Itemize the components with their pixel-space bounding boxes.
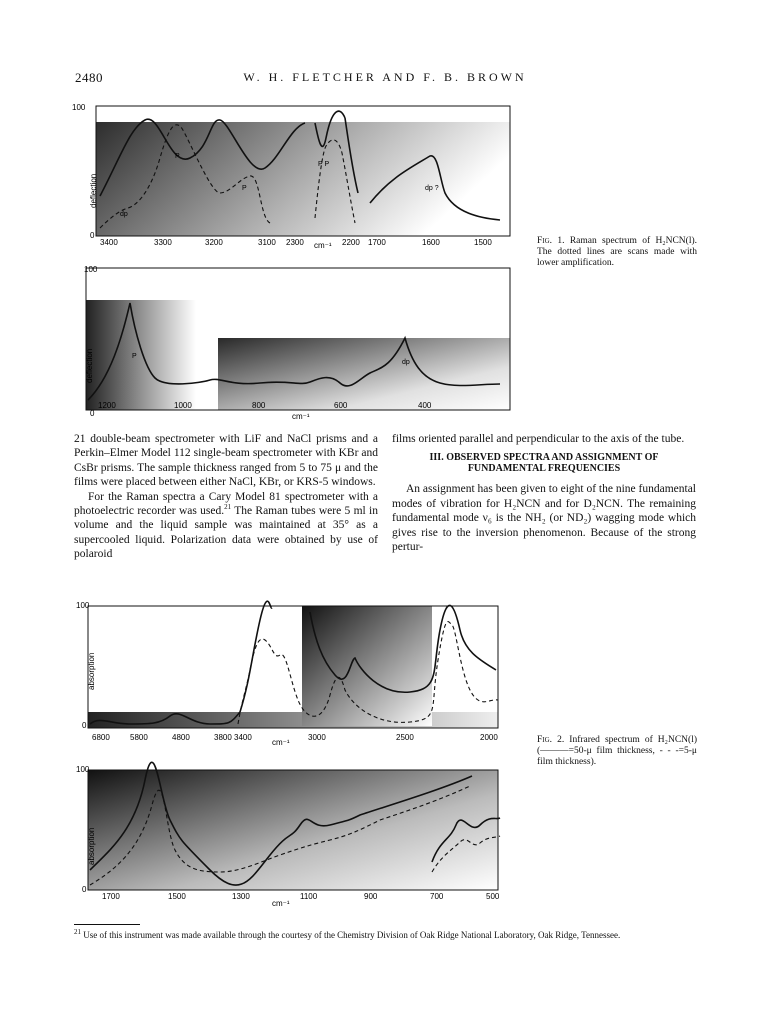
fig1-top-unit: cm⁻¹ bbox=[314, 241, 332, 250]
fig2-bottom-tick-0: 1700 bbox=[102, 892, 120, 901]
fig2-top-tick-3: 3800 bbox=[214, 733, 232, 742]
fig1-top-ann-p1: P bbox=[175, 153, 180, 160]
fig2-top-tick-2: 4800 bbox=[172, 733, 190, 742]
fig1-top-tick-0: 3400 bbox=[100, 238, 118, 247]
left-paragraph-2b: The Raman tubes were 5 ml in volume and the liquid sample was maintained at 35° as a supercooled liquid. Polarization data were obtained by use of polaroid bbox=[74, 505, 378, 561]
fig1-bottom-ann-dp: dp bbox=[402, 359, 410, 366]
figure-2-infrared-spectrum bbox=[60, 600, 510, 912]
fig2-bottom-unit: cm⁻¹ bbox=[272, 899, 290, 908]
fig1-top-tick-1: 3300 bbox=[154, 238, 172, 247]
right-column bbox=[392, 432, 696, 554]
fig1-top-ymin: 0 bbox=[90, 231, 95, 240]
footnote-marker: 21 bbox=[74, 928, 81, 936]
fig2-top-ymax: 100 bbox=[76, 601, 90, 610]
right-paragraph-2: An assignment has been given to eight of the nine fundamental modes of vibration for H₂NCN and for D₂NCN. The remaining fundamental mode ν₆ is the NH₂ (or ND₂) wagging mode which gives rise to the inversion phenomenon. Because of the strong pertur- bbox=[392, 483, 696, 554]
fig1-bottom-tick-1: 1000 bbox=[174, 401, 192, 410]
fig2-top-ticks bbox=[92, 733, 498, 747]
fig1-top-ann-pp: P P bbox=[318, 161, 330, 168]
fig2-bottom-ylabel: absorption bbox=[87, 827, 96, 865]
fig2-top-tick-4: 3400 bbox=[234, 733, 252, 742]
fig1-bottom-tick-0: 1200 bbox=[98, 401, 116, 410]
left-paragraph-2a: For the Raman spectra a Cary Model 81 spectrometer with a photoelectric recorder was used. bbox=[74, 490, 378, 518]
running-header bbox=[70, 70, 700, 88]
fig2-bottom-tick-3: 1100 bbox=[300, 892, 318, 901]
fig2-top-ylabel: absorption bbox=[87, 652, 96, 690]
fig2-top-unit: cm⁻¹ bbox=[272, 738, 290, 747]
fig2-bottom-tick-4: 900 bbox=[364, 892, 378, 901]
figure-1-raman-spectrum bbox=[60, 98, 520, 424]
fig1-top-ymax: 100 bbox=[72, 103, 86, 112]
fig1-top-ylabel: deflection bbox=[89, 173, 98, 208]
fig1-bottom-tick-4: 400 bbox=[418, 401, 432, 410]
fig1-caption-label: Fig. 1. bbox=[537, 236, 565, 246]
footnote bbox=[74, 930, 696, 941]
fig2-bottom-tick-6: 500 bbox=[486, 892, 500, 901]
fig2-top-tick-6: 2500 bbox=[396, 733, 414, 742]
fig1-top-tick-2: 3200 bbox=[205, 238, 223, 247]
fig2-bottom-ymax: 100 bbox=[76, 765, 90, 774]
fig2-top-panel bbox=[76, 601, 498, 747]
fig1-bottom-ymax: 100 bbox=[84, 265, 98, 274]
page-number: 2480 bbox=[75, 70, 103, 85]
fig2-caption-text: Infrared spectrum of H₂NCN(l) (———=50-μ film thickness, - - -=5-μ film thickness). bbox=[537, 735, 697, 767]
fig1-top-tick-7: 1600 bbox=[422, 238, 440, 247]
section-heading: III. OBSERVED SPECTRA AND ASSIGNMENT OF FUNDAMENTAL FREQUENCIES bbox=[429, 452, 659, 475]
right-paragraph-1: films oriented parallel and perpendicular to the axis of the tube. bbox=[392, 433, 685, 445]
author-line: W. H. FLETCHER AND F. B. BROWN bbox=[243, 70, 527, 84]
fig1-bottom-tick-3: 600 bbox=[334, 401, 348, 410]
fig2-bottom-panel bbox=[76, 762, 500, 908]
fig1-top-tick-3: 3100 bbox=[258, 238, 276, 247]
footnote-rule bbox=[74, 924, 140, 925]
fig2-bottom-tick-2: 1300 bbox=[232, 892, 250, 901]
fig1-bottom-ylabel: deflection bbox=[85, 348, 94, 383]
fig1-bottom-unit: cm⁻¹ bbox=[292, 412, 310, 421]
left-column bbox=[74, 432, 378, 562]
fig2-bottom-ymin: 0 bbox=[82, 885, 87, 894]
fig1-bottom-tick-2: 800 bbox=[252, 401, 266, 410]
fig1-top-tick-4: 2300 bbox=[286, 238, 304, 247]
fig1-top-tick-8: 1500 bbox=[474, 238, 492, 247]
fig1-bottom-ann-p: P bbox=[132, 353, 137, 360]
left-paragraph-1: 21 double-beam spectrometer with LiF and NaCl prisms and a Perkin–Elmer Model 112 single-beam spectrometer with KBr and CsBr prisms. The sample thickness ranged from 5 to 75 μ and the films were placed between either NaCl, KBr, or KRS-5 windows. bbox=[74, 433, 378, 489]
fig1-top-ann-dp2: dp ? bbox=[425, 185, 439, 192]
fig1-top-tick-6: 1700 bbox=[368, 238, 386, 247]
fig1-caption bbox=[537, 236, 697, 269]
fig1-top-ticks bbox=[100, 238, 492, 250]
fig2-bottom-ticks bbox=[102, 892, 500, 908]
footnote-ref-21[interactable]: 21 bbox=[224, 503, 232, 512]
fig2-caption-label: Fig. 2. bbox=[537, 735, 565, 745]
fig2-top-tick-5: 3000 bbox=[308, 733, 326, 742]
fig2-top-ymin: 0 bbox=[82, 721, 87, 730]
fig1-bottom-panel bbox=[84, 265, 510, 421]
fig1-top-ann-dp1: dp bbox=[120, 211, 128, 218]
fig1-top-ann-p2: P bbox=[242, 185, 247, 192]
fig2-bottom-tick-1: 1500 bbox=[168, 892, 186, 901]
fig1-top-panel bbox=[72, 103, 510, 250]
fig1-bottom-ymin: 0 bbox=[90, 409, 95, 418]
fig2-top-tick-7: 2000 bbox=[480, 733, 498, 742]
left-paragraph-2 bbox=[74, 490, 378, 562]
fig1-caption-text: Raman spectrum of H₂NCN(l). The dotted lines are scans made with lower amplification. bbox=[537, 236, 698, 268]
fig2-top-tick-1: 5800 bbox=[130, 733, 148, 742]
footnote-text: Use of this instrument was made available through the courtesy of the Chemistry Division of Oak Ridge National Laboratory, Oak Ridge, Tennessee. bbox=[83, 930, 621, 940]
fig2-bottom-tick-5: 700 bbox=[430, 892, 444, 901]
fig2-caption bbox=[537, 735, 697, 768]
fig2-top-tick-0: 6800 bbox=[92, 733, 110, 742]
fig1-top-tick-5: 2200 bbox=[342, 238, 360, 247]
